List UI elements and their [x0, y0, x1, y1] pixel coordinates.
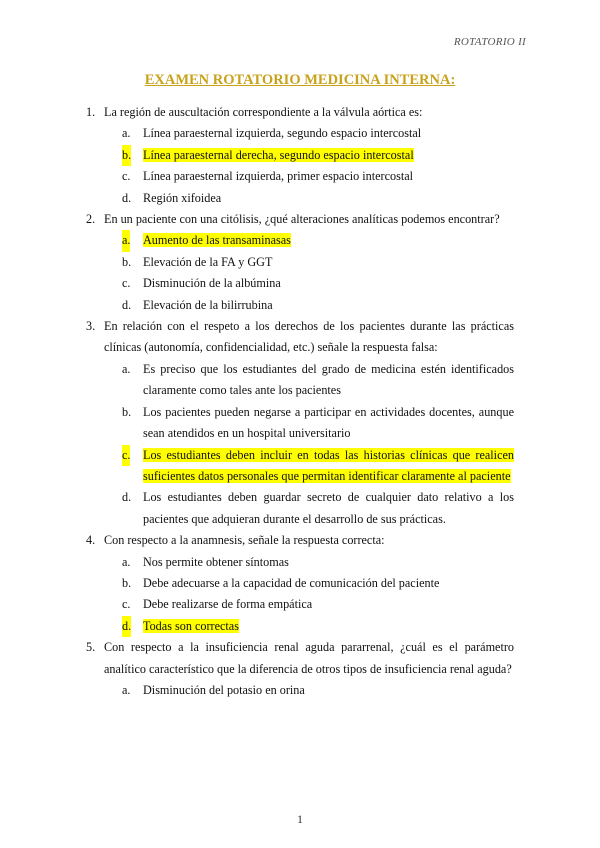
question-5-options — [86, 680, 514, 701]
option-letter: d. — [122, 490, 132, 505]
question-number: 1. — [86, 105, 96, 119]
option-text: Disminución del potasio en orina — [143, 682, 305, 697]
option-1a — [86, 123, 514, 144]
option-letter: a. — [122, 361, 131, 376]
question-1 — [86, 102, 514, 123]
option-1b — [86, 145, 514, 166]
option-4a — [86, 552, 514, 573]
question-list — [86, 102, 514, 701]
option-text: Es preciso que los estudiantes del grado de medicina estén identificados claramente como tales ante los pacientes — [143, 361, 514, 398]
option-3d — [86, 487, 514, 530]
option-1c — [86, 166, 514, 187]
question-text: En relación con el respeto a los derechos de los pacientes durante las prácticas clínicas (autonomía, confidencialidad, etc.) señale la respuesta falsa: — [104, 319, 514, 355]
option-letter: c. — [122, 169, 131, 184]
option-letter: c. — [122, 445, 130, 466]
page-title: EXAMEN ROTATORIO MEDICINA INTERNA: — [144, 72, 456, 88]
question-3 — [86, 316, 514, 359]
question-number: 3. — [86, 319, 96, 334]
option-text: Región xifoidea — [143, 190, 222, 205]
question-text: La región de auscultación correspondiente a la válvula aórtica es: — [104, 105, 423, 119]
option-2c — [86, 273, 514, 294]
option-text: Línea paraesternal izquierda, primer espacio intercostal — [143, 169, 414, 184]
question-5 — [86, 637, 514, 680]
option-letter: a. — [122, 554, 131, 569]
option-letter: c. — [122, 597, 131, 612]
question-4 — [86, 530, 514, 551]
option-letter: a. — [122, 126, 131, 141]
question-text: Con respecto a la insuficiencia renal aguda pararrenal, ¿cuál es el parámetro analítico característico que la diferencia de otros tipos de insuficiencia renal aguda? — [104, 640, 514, 676]
question-text: En un paciente con una citólisis, ¿qué alteraciones analíticas podemos encontrar? — [104, 212, 500, 227]
option-text: Nos permite obtener síntomas — [143, 554, 289, 569]
option-letter: d. — [122, 190, 132, 205]
option-letter: b. — [122, 575, 132, 590]
option-3c — [86, 445, 514, 488]
question-1-options — [86, 123, 514, 209]
option-2a — [86, 230, 514, 251]
option-text: Elevación de la FA y GGT — [143, 254, 273, 269]
highlighted-answer-text: Aumento de las transaminasas — [143, 233, 291, 248]
highlighted-answer-text: Los estudiantes deben incluir en todas las historias clínicas que realicen suficientes datos personales que permitan identificar claramente al paciente — [143, 447, 514, 483]
option-3b — [86, 402, 514, 445]
option-text: Disminución de la albúmina — [143, 276, 281, 291]
question-number: 2. — [86, 212, 96, 227]
option-4b — [86, 573, 514, 594]
option-5a — [86, 680, 514, 701]
option-letter: b. — [122, 145, 131, 166]
question-number: 4. — [86, 533, 96, 548]
question-4-options — [86, 552, 514, 638]
option-letter: c. — [122, 276, 131, 291]
option-4c — [86, 594, 514, 615]
option-text: Debe realizarse de forma empática — [143, 597, 313, 612]
question-number: 5. — [86, 640, 96, 655]
option-letter: d. — [122, 297, 132, 312]
option-1d — [86, 188, 514, 209]
option-text: Los estudiantes deben guardar secreto de cualquier dato relativo a los pacientes que adquieran durante el desarrollo de sus prácticas. — [143, 490, 514, 526]
option-letter: a. — [122, 230, 130, 251]
option-4d — [86, 616, 514, 637]
option-letter: d. — [122, 616, 131, 637]
option-2b — [86, 252, 514, 273]
question-3-options — [86, 359, 514, 530]
question-text: Con respecto a la anamnesis, señale la respuesta correcta: — [104, 533, 385, 548]
question-2 — [86, 209, 514, 230]
option-2d — [86, 295, 514, 316]
option-text: Los pacientes pueden negarse a participar en actividades docentes, aunque sean atendidos en un hospital universitario — [143, 404, 514, 441]
option-letter: a. — [122, 682, 131, 697]
highlighted-answer-text: Línea paraesternal derecha, segundo espacio intercostal — [143, 147, 414, 162]
question-2-options — [86, 230, 514, 316]
option-text: Debe adecuarse a la capacidad de comunicación del paciente — [143, 575, 440, 590]
running-header: ROTATORIO II — [453, 36, 526, 48]
option-text: Línea paraesternal izquierda, segundo espacio intercostal — [143, 126, 422, 141]
option-3a — [86, 359, 514, 402]
option-text: Elevación de la bilirrubina — [143, 297, 273, 312]
highlighted-answer-text: Todas son correctas — [143, 618, 239, 633]
option-letter: b. — [122, 404, 132, 419]
page-number: 1 — [297, 812, 303, 826]
option-letter: b. — [122, 254, 132, 269]
